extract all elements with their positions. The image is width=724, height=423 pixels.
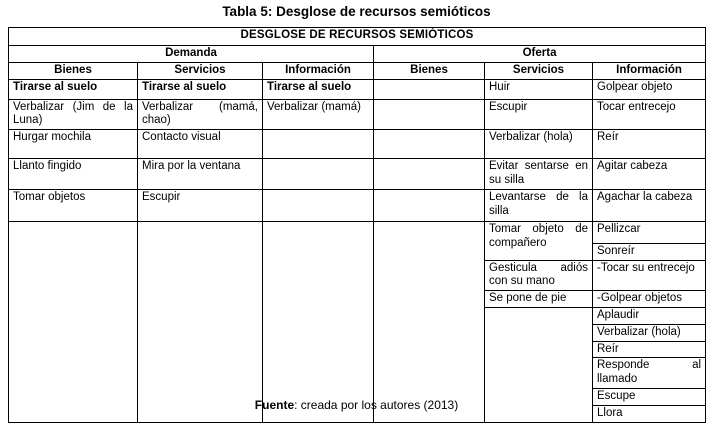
cell-oferta-servicios-r1: Huir (485, 79, 593, 99)
cell-oferta-servicios-r4: Evitar sentarse en su silla (485, 159, 593, 190)
cell-demanda-informacion-r2: Verbalizar (mamá) (263, 99, 374, 130)
source-caption (8, 398, 705, 412)
cell-demanda-informacion-r5 (263, 189, 374, 221)
cell-demanda-informacion-empty (263, 221, 374, 422)
source-text: : creada por los autores (2013) (294, 398, 459, 412)
column-header-oferta-bienes: Bienes (374, 62, 485, 79)
cell-oferta-informacion-r7: Sonreír (593, 243, 706, 260)
cell-oferta-informacion-r6: Pellizcar (593, 221, 706, 243)
cell-demanda-servicios-r2: Verbalizar (mamá, chao) (138, 99, 263, 130)
cell-oferta-informacion-r8: -Tocar su entrecejo (593, 260, 706, 291)
cell-oferta-informacion-r9: -Golpear objetos (593, 291, 706, 308)
cell-oferta-informacion-r3: Reír (593, 130, 706, 159)
cell-oferta-servicios-r8: Gesticula adiós con su mano (485, 260, 593, 291)
cell-demanda-servicios-empty (138, 221, 263, 422)
cell-oferta-servicios-r5: Levantarse de la silla (485, 189, 593, 221)
cell-oferta-informacion-r14: Escupe (593, 388, 706, 405)
section-header-oferta: Oferta (374, 46, 706, 63)
cell-oferta-servicios-r6: Tomar objeto de compañero (485, 221, 593, 260)
column-header-demanda-bienes: Bienes (9, 62, 138, 79)
cell-oferta-bienes-r4 (374, 159, 485, 190)
cell-demanda-bienes-r1: Tirarse al suelo (9, 79, 138, 99)
cell-oferta-informacion-r13: Responde al llamado (593, 358, 706, 389)
cell-oferta-bienes-r5 (374, 189, 485, 221)
cell-demanda-servicios-r4: Mira por la ventana (138, 159, 263, 190)
cell-oferta-bienes-r3 (374, 130, 485, 159)
cell-oferta-servicios-r2: Escupir (485, 99, 593, 130)
cell-demanda-servicios-r1: Tirarse al suelo (138, 79, 263, 99)
cell-oferta-informacion-r15: Llora (593, 405, 706, 422)
cell-demanda-bienes-r2: Verbalizar (Jim de la Luna) (9, 99, 138, 130)
cell-oferta-informacion-r10: Aplaudir (593, 307, 706, 324)
cell-oferta-informacion-r5: Agachar la cabeza (593, 189, 706, 221)
column-header-demanda-informacion: Información (263, 62, 374, 79)
cell-demanda-informacion-r1: Tirarse al suelo (263, 79, 374, 99)
column-header-oferta-informacion: Información (593, 62, 706, 79)
cell-demanda-bienes-empty (9, 221, 138, 422)
cell-oferta-informacion-r2: Tocar entrecejo (593, 99, 706, 130)
table-title: DESGLOSE DE RECURSOS SEMIÓTICOS (9, 28, 706, 46)
cell-oferta-bienes-r2 (374, 99, 485, 130)
section-header-demanda: Demanda (9, 46, 374, 63)
cell-demanda-servicios-r5: Escupir (138, 189, 263, 221)
cell-demanda-informacion-r3 (263, 130, 374, 159)
cell-oferta-informacion-r4: Agitar cabeza (593, 159, 706, 190)
cell-demanda-bienes-r5: Tomar objetos (9, 189, 138, 221)
cell-oferta-bienes-r1 (374, 79, 485, 99)
cell-demanda-bienes-r4: Llanto fingido (9, 159, 138, 190)
cell-demanda-informacion-r4 (263, 159, 374, 190)
cell-oferta-servicios-r3: Verbalizar (hola) (485, 130, 593, 159)
column-header-demanda-servicios: Servicios (138, 62, 263, 79)
cell-oferta-servicios-r9: Se pone de pie (485, 291, 593, 308)
column-header-oferta-servicios: Servicios (485, 62, 593, 79)
cell-demanda-servicios-r3: Contacto visual (138, 130, 263, 159)
source-label: Fuente (254, 398, 295, 412)
cell-oferta-informacion-r12: Reír (593, 341, 706, 358)
cell-demanda-bienes-r3: Hurgar mochila (9, 130, 138, 159)
cell-oferta-informacion-r1: Golpear objeto (593, 79, 706, 99)
cell-oferta-informacion-r11: Verbalizar (hola) (593, 324, 706, 341)
cell-oferta-bienes-empty (374, 221, 485, 422)
page-title: Tabla 5: Desglose de recursos semióticos (222, 4, 491, 19)
semiotic-resources-table (8, 27, 706, 423)
